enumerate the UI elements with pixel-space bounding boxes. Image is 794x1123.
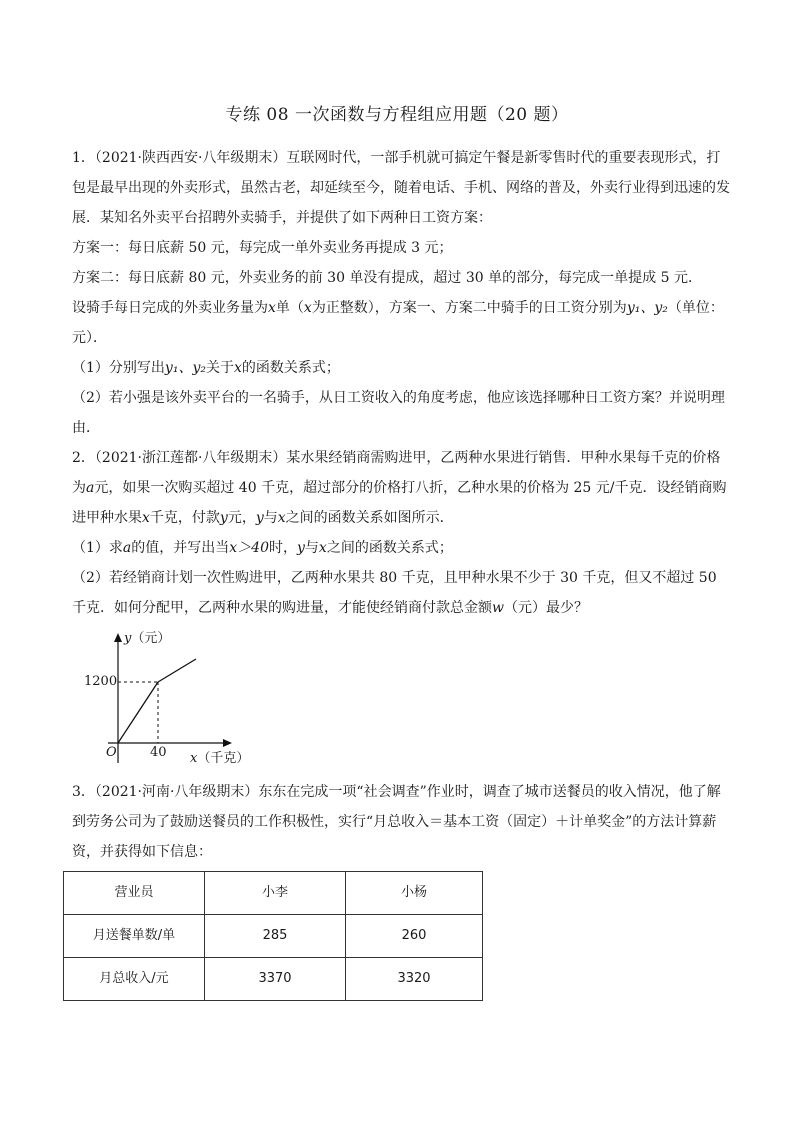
income-table bbox=[63, 871, 483, 1001]
table-cell: 3370 bbox=[205, 958, 346, 1001]
document-body bbox=[72, 143, 734, 1001]
table-cell: 260 bbox=[346, 915, 483, 958]
y-axis-arrow bbox=[114, 633, 122, 642]
table-row bbox=[64, 915, 483, 958]
x-tick-label: 40 bbox=[150, 745, 167, 760]
table-cell: 285 bbox=[205, 915, 346, 958]
table-row bbox=[64, 958, 483, 1001]
table-cell: 3320 bbox=[346, 958, 483, 1001]
q1-setup: 设骑手每日完成的外卖业务量为x单（x为正整数），方案一、方案二中骑手的日工资分别为y₁、y₂（单位：元）． bbox=[72, 300, 724, 346]
q1-plan-one: 方案一：每日底薪 50 元，每完成一单外卖业务再提成 3 元； bbox=[72, 240, 453, 256]
x-axis-arrow bbox=[223, 739, 232, 747]
segment-after-40 bbox=[158, 659, 196, 682]
function-graph bbox=[84, 631, 284, 771]
q2-sub1: （1）求a的值，并写出当x＞40时，y与x之间的函数关系式； bbox=[72, 540, 453, 556]
q1-intro: 1．（2021·陕西西安·八年级期末）互联网时代，一部手机就可搞定午餐是新零售时代的重要表现形式，打包是最早出现的外卖形式，虽然古老，却延续至今，随着电话、手机、网络的普及，外卖行业得到迅速的发展．某知名外卖平台招聘外卖骑手，并提供了如下两种日工资方案： bbox=[72, 150, 730, 226]
table-header-row bbox=[64, 872, 483, 915]
q1-sub2: （2）若小强是该外卖平台的一名骑手，从日工资收入的角度考虑，他应该选择哪种日工资方案？并说明理由． bbox=[72, 390, 725, 436]
q3-intro: 3．（2021·河南·八年级期末）东东在完成一项“社会调查”作业时，调查了城市送餐员的收入情况，他了解到劳务公司为了鼓励送餐员的工作积极性，实行“月总收入＝基本工资（固定）＋计单奖金”的方法计算薪资，并获得如下信息： bbox=[72, 784, 721, 860]
origin-label: O bbox=[106, 745, 117, 760]
q1-sub1: （1）分别写出y₁、y₂关于x的函数关系式； bbox=[72, 360, 340, 376]
table-cell: 月总收入/元 bbox=[64, 958, 205, 1001]
table-header: 小李 bbox=[205, 872, 346, 915]
q1-plan-two: 方案二：每日底薪 80 元，外卖业务的前 30 单没有提成，超过 30 单的部分，每完成一单提成 5 元． bbox=[72, 270, 702, 286]
segment-0-40 bbox=[118, 682, 158, 743]
y-tick-label: 1200 bbox=[84, 674, 118, 689]
q2-intro: 2．（2021·浙江莲都·八年级期末）某水果经销商需购进甲，乙两种水果进行销售．甲种水果每千克的价格为a元，如果一次购买超过 40 千克，超过部分的价格打八折，乙种水果的价格为 25 元/千克．设经销商购进甲种水果x千克，付款y元，y与x之间的函数关系如图所示． bbox=[72, 450, 727, 526]
table-header: 小杨 bbox=[346, 872, 483, 915]
q2-sub2: （2）若经销商计划一次性购进甲，乙两种水果共 80 千克，且甲种水果不少于 30 千克，但又不超过 50 千克．如何分配甲，乙两种水果的购进量，才能使经销商付款总金额w（元）最少？ bbox=[72, 570, 717, 616]
page-title: 专练 08 一次函数与方程组应用题（20 题） bbox=[225, 105, 569, 125]
y-axis-label: y（元） bbox=[124, 631, 171, 646]
table-cell: 月送餐单数/单 bbox=[64, 915, 205, 958]
x-axis-label: x（千克） bbox=[190, 751, 250, 766]
table-header: 营业员 bbox=[64, 872, 205, 915]
